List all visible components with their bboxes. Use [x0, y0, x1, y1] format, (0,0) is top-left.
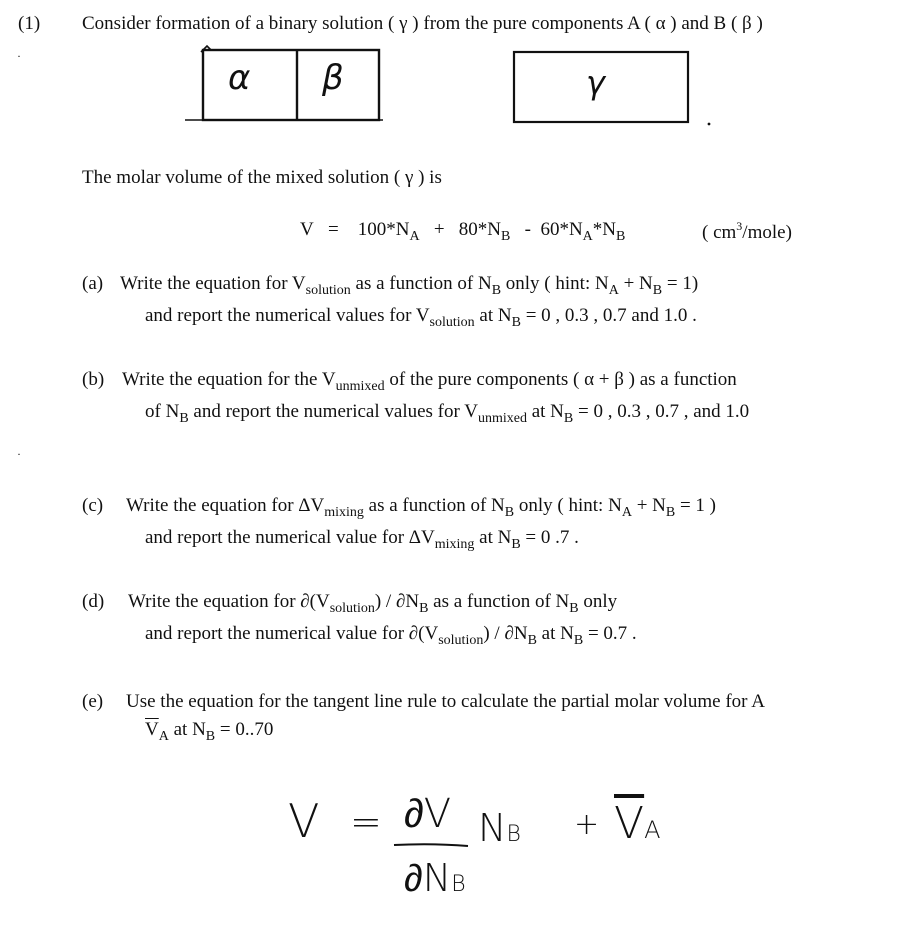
part-b-label: (b) — [82, 369, 105, 390]
part-d-label: (d) — [82, 591, 105, 612]
part-d-line-2: and report the numerical value for $\partial(V_{solution}) / \partial N_B$ at $N_B = 0.7$ . — [145, 623, 637, 648]
part-e-line-1: Use the equation for the tangent line rule to calculate the partial molar volume for A — [126, 691, 765, 712]
hand-fraction-bar — [392, 842, 472, 848]
part-e-line-2: $\overline{V}_A$ at $N_B = 0..70$ — [145, 719, 274, 744]
hand-eq-va: $\overline{V}A$ — [614, 798, 661, 849]
part-c-line-2: and report the numerical value for $\Delta V_{mixing}$ at $N_B = 0$ .7 . — [145, 527, 579, 552]
part-d-line-1: Write the equation for $\partial(V_{solution}) / \partial N_B$ as a function of $N_B$ only — [128, 591, 618, 616]
solution-sketch — [510, 50, 700, 130]
problem-intro: Consider formation of a binary solution ( γ ) from the pure components A ( α ) and B ( β ) — [82, 13, 763, 34]
molar-volume-statement: The molar volume of the mixed solution ( γ ) is — [82, 167, 442, 188]
part-b-line-2: of $N_B$ and report the numerical values for $V_{unmixed}$ at $N_B = 0$ , 0.3 , 0.7 , and 1.0 — [145, 401, 750, 426]
part-b-line-1: Write the equation for the $V_{unmixed}$ of the pure components ( α + β ) as a function — [122, 369, 737, 394]
hand-eq-v: V — [288, 794, 320, 848]
part-a-label: (a) — [82, 273, 104, 294]
problem-number: (1) — [18, 13, 41, 34]
part-e-label: (e) — [82, 691, 104, 712]
hand-eq-plus: + — [574, 807, 600, 842]
part-c-label: (c) — [82, 495, 104, 516]
part-a-line-2: and report the numerical values for $V_{solution}$ at $N_B = 0$ , 0.3 , 0.7 and 1.0 . — [145, 305, 697, 330]
equation-units: ( $cm^3/mole$) — [702, 219, 792, 243]
beta-symbol: β — [322, 58, 344, 98]
margin-dot: · — [17, 447, 21, 461]
hand-eq-denominator: ∂NB — [404, 856, 466, 900]
part-a-line-1: Write the equation for $V_{solution}$ as a function of $N_B$ only ( hint: $N_A + N_B = 1$) — [120, 273, 699, 298]
alpha-symbol: α — [228, 58, 251, 98]
hand-eq-equals: = — [350, 800, 382, 844]
molar-volume-equation: V = $100*N_A$ + $80*N_B$ - $60*N_A*N_B$ — [300, 219, 626, 244]
hand-eq-nb: NB — [478, 806, 521, 850]
gamma-symbol: γ — [586, 64, 605, 102]
hand-eq-numerator: ∂V — [404, 791, 452, 837]
part-c-line-1: Write the equation for $\Delta V_{mixing}$ as a function of $N_B$ only ( hint: $N_A + N_B = 1$ ) — [126, 495, 717, 520]
pure-components-sketch — [185, 40, 385, 130]
margin-dot: · — [17, 49, 21, 63]
